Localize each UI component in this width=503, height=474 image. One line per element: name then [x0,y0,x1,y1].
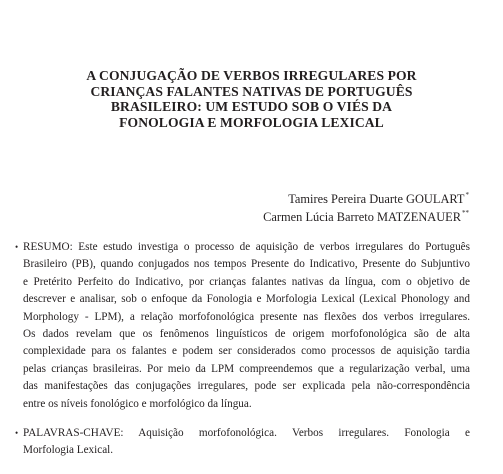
abstract [23,239,470,413]
abstract-line: Brasileiro (PB), quando conjugados nos tempos Presente do Indicativo, Presente do Subjuntivo [23,258,470,271]
abstract-line: Os dados revelam que os fenômenos linguísticos de origem morfofonológica são de alta [23,328,470,341]
abstract-line: RESUMO: Este estudo investiga o processo de aquisição de verbos irregulares do Português [23,241,470,253]
keywords-bullet: • [15,428,19,438]
keywords-line: PALAVRAS-CHAVE: Aquisição morfofonológica. Verbos irregulares. Fonologia e [23,427,470,439]
author-list [263,190,469,226]
title-line: BRASILEIRO: UM ESTUDO SOB O VIÉS DA [110,99,393,115]
keywords [23,425,470,460]
title-line: A CONJUGAÇÃO DE VERBOS IRREGULARES POR [86,68,417,83]
title-line: CRIANÇAS FALANTES NATIVAS DE PORTUGUÊS [90,83,413,99]
author-footnote-mark: * [465,191,469,199]
abstract-line: das manifestações das conjugações irregulares, pode ser explicada pela não-correspondência [23,380,470,393]
abstract-line: pelas crianças brasileiras. Por meio da LPM compreendemos que a regularização verbal, uma [23,362,470,375]
title-line: FONOLOGIA E MORFOLOGIA LEXICAL [119,114,384,130]
abstract-line: descrever e analisar, sob o enfoque da Fonologia e Morfologia Lexical (Lexical Phonology and [23,293,470,306]
abstract-bullet: • [15,242,19,252]
paper-title [40,68,463,130]
author-name: Tamires Pereira Duarte GOULART [288,192,465,206]
author-matzenauer [263,208,469,226]
author-goulart [263,190,469,208]
abstract-line: Morphology - LPM), a relação morfofonológica presente nas flexões dos verbos irregulares. [23,310,470,323]
abstract-line: complexidade para os falantes e podem ser considerados como processos de aquisição tardia [23,345,470,358]
author-name: Carmen Lúcia Barreto MATZENAUER [263,210,461,224]
keywords-line: Morfologia Lexical. [23,444,114,457]
abstract-line: e Pretérito Perfeito do Indicativo, por crianças falantes nativas da língua, com o objetivo de [23,275,470,288]
author-footnote-mark: ** [462,209,469,217]
abstract-line: entre os níveis fonológico e morfológico da língua. [23,397,252,410]
